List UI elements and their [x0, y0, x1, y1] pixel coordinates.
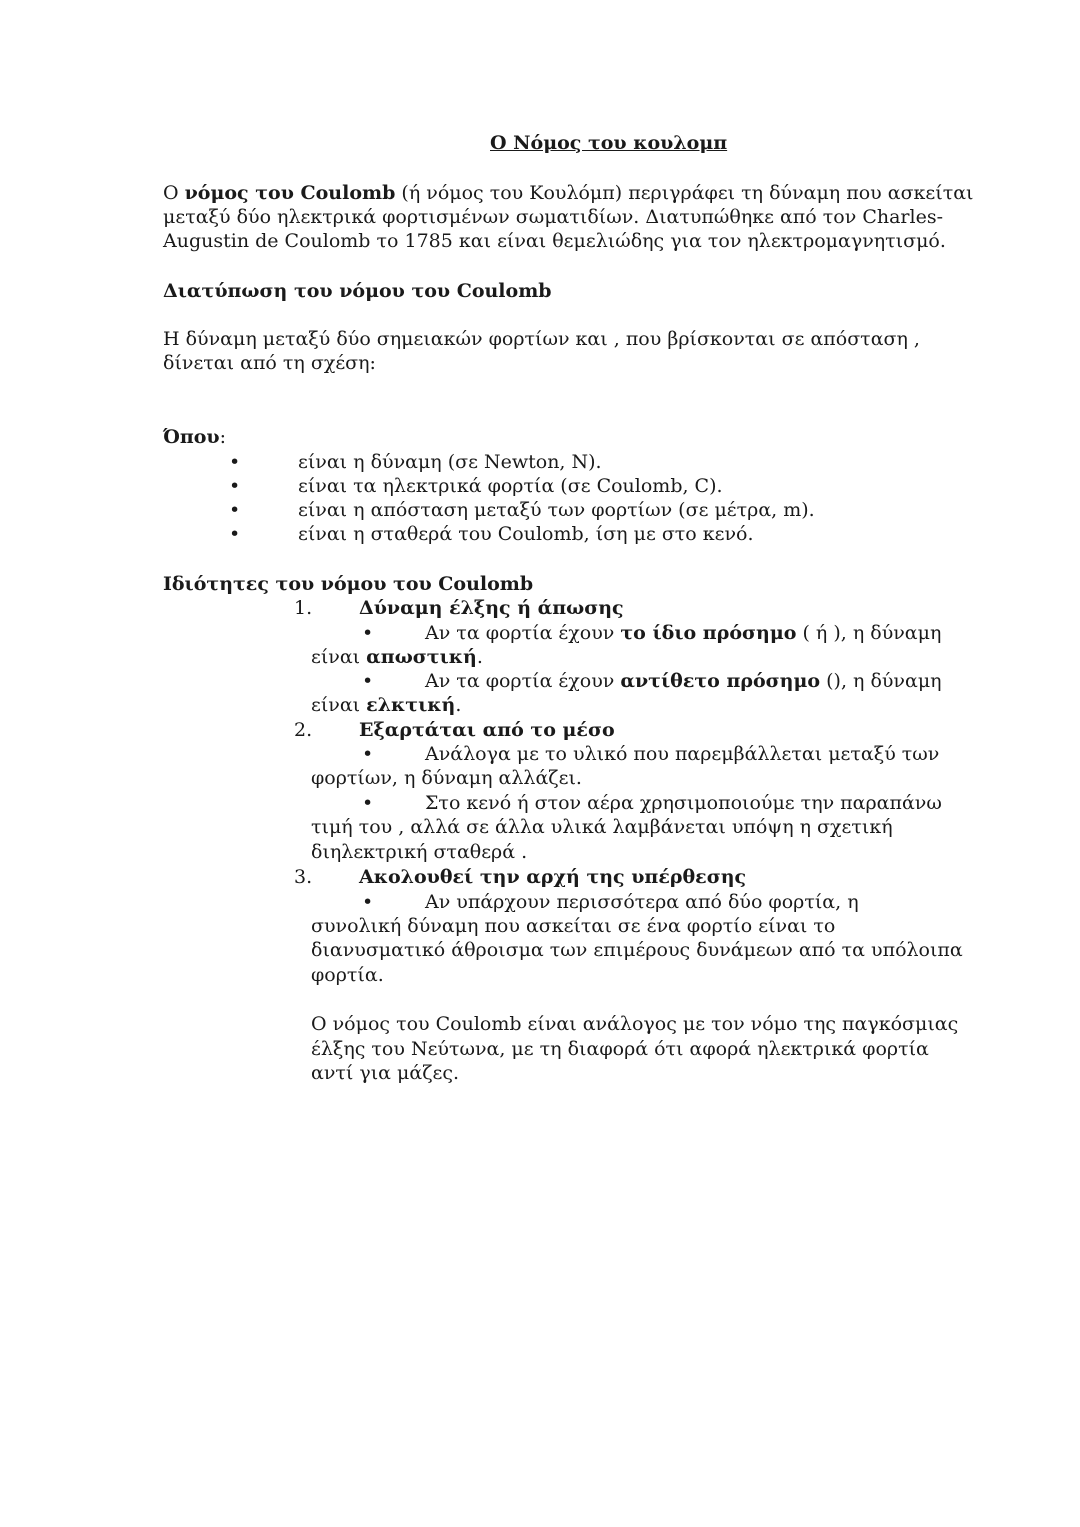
where-item-1: είναι η δύναμη (σε Newton, N). — [298, 451, 602, 473]
property-title-2: Εξαρτάται από το μέσο — [359, 719, 615, 741]
property-1-point-1 — [425, 621, 941, 645]
where-label-text: Όπου — [163, 426, 220, 448]
bold-text: απωστική — [366, 646, 477, 668]
where-item-4: είναι η σταθερά του Coulomb, ίση με στο κενό. — [298, 523, 754, 545]
property-2-point-2: Στο κενό ή στον αέρα χρησιμοποιούμε την παραπάνω — [425, 792, 942, 814]
intro-lead: Ο — [163, 182, 185, 204]
intro-line-2: μεταξύ δύο ηλεκτρικά φορτισμένων σωματιδίων. Διατυπώθηκε από τον Charles- — [163, 206, 943, 228]
bullet-icon: • — [362, 891, 374, 913]
where-item-2: είναι τα ηλεκτρικά φορτία (σε Coulomb, C). — [298, 475, 723, 497]
bullet-icon: • — [229, 451, 241, 473]
property-1-point-2-cont — [311, 693, 461, 717]
property-3-point-1-cont3: φορτία. — [311, 964, 384, 986]
property-number-1: 1. — [294, 597, 313, 619]
text: Αν τα φορτία έχουν — [425, 622, 621, 644]
bullet-icon: • — [229, 499, 241, 521]
text: είναι — [311, 694, 367, 716]
intro-bold-term: νόμος του Coulomb — [184, 182, 396, 204]
intro-line-1 — [163, 181, 974, 205]
text: (), η δύναμη — [820, 670, 942, 692]
intro-rest: (ή νόμος του Κουλόμπ) περιγράφει τη δύναμη που ασκείται — [395, 182, 974, 204]
bold-text: το ίδιο πρόσημο — [620, 622, 797, 644]
where-colon: : — [219, 426, 227, 448]
bullet-icon: • — [362, 743, 374, 765]
closing-line-1: Ο νόμος του Coulomb είναι ανάλογος με τον νόμο της παγκόσμιας — [311, 1013, 959, 1035]
property-number-2: 2. — [294, 719, 313, 741]
text: . — [476, 646, 483, 668]
text: είναι — [311, 646, 367, 668]
bold-text: ελκτική — [366, 694, 456, 716]
formulation-heading: Διατύπωση του νόμου του Coulomb — [163, 280, 552, 302]
bullet-icon: • — [362, 670, 374, 692]
page-title: Ο Νόμος του κουλομπ — [490, 132, 728, 154]
text: ( ή ), η δύναμη — [796, 622, 942, 644]
property-3-point-1-cont: συνολική δύναμη που ασκείται σε ένα φορτίο είναι το — [311, 915, 836, 937]
property-title-1: Δύναμη έλξης ή άπωσης — [359, 597, 624, 619]
property-3-point-1-cont2: διανυσματικό άθροισμα των επιμέρους δυνάμεων από τα υπόλοιπα — [311, 939, 963, 961]
property-number-3: 3. — [294, 866, 313, 888]
bullet-icon: • — [229, 475, 241, 497]
bullet-icon: • — [362, 622, 374, 644]
property-2-point-1: Ανάλογα με το υλικό που παρεμβάλλεται μεταξύ των — [425, 743, 940, 765]
intro-line-3: Augustin de Coulomb το 1785 και είναι θεμελιώδης για τον ηλεκτρομαγνητισμό. — [163, 230, 946, 252]
property-2-point-1-cont: φορτίων, η δύναμη αλλάζει. — [311, 767, 582, 789]
text: Αν τα φορτία έχουν — [425, 670, 621, 692]
property-1-point-1-cont — [311, 645, 483, 669]
text: . — [455, 694, 462, 716]
property-3-point-1: Αν υπάρχουν περισσότερα από δύο φορτία, η — [425, 891, 859, 913]
property-2-point-2-cont: τιμή του , αλλά σε άλλα υλικά λαμβάνεται υπόψη η σχετική — [311, 816, 893, 838]
property-2-point-2-cont2: διηλεκτρική σταθερά . — [311, 841, 528, 863]
property-1-point-2 — [425, 669, 942, 693]
properties-heading: Ιδιότητες του νόμου του Coulomb — [163, 573, 534, 595]
bullet-icon: • — [362, 792, 374, 814]
closing-line-3: αντί για μάζες. — [311, 1062, 460, 1084]
bullet-icon: • — [229, 523, 241, 545]
property-title-3: Ακολουθεί την αρχή της υπέρθεσης — [359, 866, 747, 888]
formulation-line-2: δίνεται από τη σχέση: — [163, 352, 376, 374]
bold-text: αντίθετο πρόσημο — [620, 670, 821, 692]
where-item-3: είναι η απόσταση μεταξύ των φορτίων (σε μέτρα, m). — [298, 499, 815, 521]
closing-line-2: έλξης του Νεύτωνα, με τη διαφορά ότι αφορά ηλεκτρικά φορτία — [311, 1038, 929, 1060]
formulation-line-1: Η δύναμη μεταξύ δύο σημειακών φορτίων και , που βρίσκονται σε απόσταση , — [163, 328, 920, 350]
where-label — [163, 425, 226, 449]
